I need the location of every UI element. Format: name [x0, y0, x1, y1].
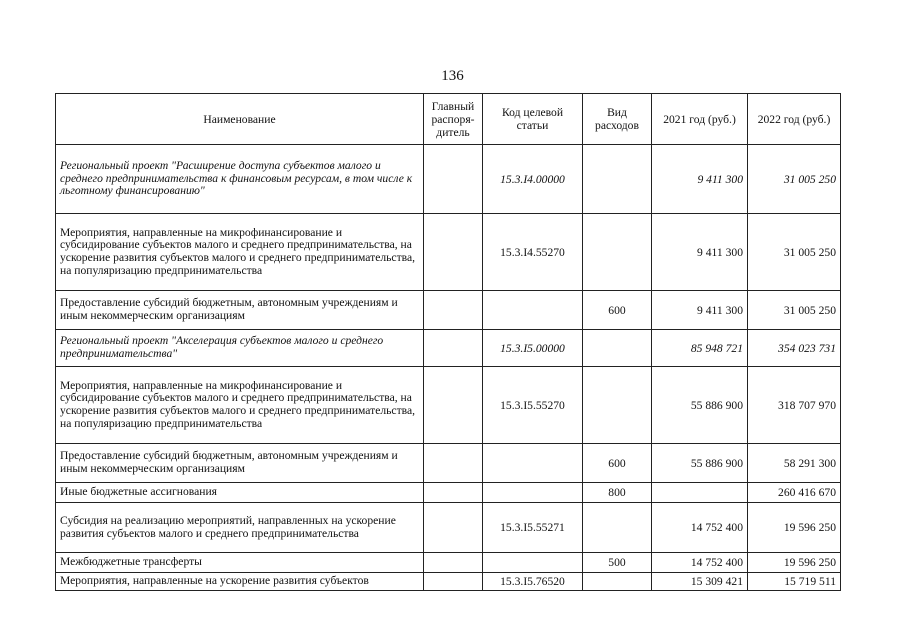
row-kind — [583, 145, 652, 214]
row-admin — [424, 553, 483, 573]
row-2021: 9 411 300 — [652, 291, 748, 330]
row-code: 15.3.I5.55270 — [483, 367, 583, 444]
row-kind: 600 — [583, 444, 652, 483]
row-2021: 14 752 400 — [652, 553, 748, 573]
row-kind: 500 — [583, 553, 652, 573]
row-code — [483, 444, 583, 483]
row-2021: 9 411 300 — [652, 214, 748, 291]
row-name: Субсидия на реализацию мероприятий, направленных на ускорение развития субъектов малого и среднего предпринимательства — [56, 503, 424, 553]
table-row — [56, 291, 841, 330]
row-kind — [583, 367, 652, 444]
table-row — [56, 330, 841, 367]
row-2022: 19 596 250 — [748, 553, 841, 573]
row-name: Мероприятия, направленные на микрофинансирование и субсидирование субъектов малого и среднего предпринимательства, на ускорение развития субъектов малого и среднего предпринимательства, на популяризацию предпринимательства — [56, 214, 424, 291]
row-admin — [424, 573, 483, 591]
row-name: Предоставление субсидий бюджетным, автономным учреждениям и иным некоммерческим организациям — [56, 291, 424, 330]
row-admin — [424, 291, 483, 330]
row-name: Региональный проект "Расширение доступа субъектов малого и среднего предпринимательства к финансовым ресурсам, в том числе к льготному финансированию" — [56, 145, 424, 214]
row-name: Межбюджетные трансферты — [56, 553, 424, 573]
page-number: 136 — [441, 68, 464, 84]
row-name: Региональный проект "Акселерация субъектов малого и среднего предпринимательства" — [56, 330, 424, 367]
table-row — [56, 573, 841, 591]
header-2022: 2022 год (руб.) — [748, 94, 841, 145]
row-kind: 600 — [583, 291, 652, 330]
row-2021: 14 752 400 — [652, 503, 748, 553]
row-2021: 55 886 900 — [652, 444, 748, 483]
row-kind — [583, 573, 652, 591]
row-kind — [583, 214, 652, 291]
row-name: Иные бюджетные ассигнования — [56, 483, 424, 503]
header-2021: 2021 год (руб.) — [652, 94, 748, 145]
row-2022: 354 023 731 — [748, 330, 841, 367]
row-2022: 31 005 250 — [748, 214, 841, 291]
row-admin — [424, 214, 483, 291]
row-2021: 85 948 721 — [652, 330, 748, 367]
row-code: 15.3.I5.55271 — [483, 503, 583, 553]
row-code: 15.3.I4.55270 — [483, 214, 583, 291]
row-2021 — [652, 483, 748, 503]
header-admin: Главный распоря-дитель — [424, 94, 483, 145]
row-admin — [424, 503, 483, 553]
row-2022: 58 291 300 — [748, 444, 841, 483]
row-2022: 31 005 250 — [748, 145, 841, 214]
row-2022: 318 707 970 — [748, 367, 841, 444]
row-code — [483, 291, 583, 330]
row-2022: 19 596 250 — [748, 503, 841, 553]
row-code: 15.3.I5.00000 — [483, 330, 583, 367]
row-code: 15.3.I4.00000 — [483, 145, 583, 214]
row-admin — [424, 145, 483, 214]
row-kind — [583, 330, 652, 367]
row-name: Мероприятия, направленные на микрофинансирование и субсидирование субъектов малого и среднего предпринимательства, на ускорение развития субъектов малого и среднего предпринимательства, на популяризацию предпринимательства — [56, 367, 424, 444]
row-code — [483, 483, 583, 503]
row-name: Мероприятия, направленные на ускорение развития субъектов — [56, 573, 424, 591]
row-kind — [583, 503, 652, 553]
table-row — [56, 444, 841, 483]
row-2022: 15 719 511 — [748, 573, 841, 591]
row-admin — [424, 330, 483, 367]
row-2021: 15 309 421 — [652, 573, 748, 591]
header-code: Код целевой статьи — [483, 94, 583, 145]
table-row — [56, 214, 841, 291]
row-code — [483, 553, 583, 573]
budget-table — [55, 93, 841, 591]
row-admin — [424, 367, 483, 444]
table-header-row — [56, 94, 841, 145]
row-2022: 260 416 670 — [748, 483, 841, 503]
row-name: Предоставление субсидий бюджетным, автономным учреждениям и иным некоммерческим организациям — [56, 444, 424, 483]
table-row — [56, 145, 841, 214]
table-row — [56, 553, 841, 573]
row-2021: 9 411 300 — [652, 145, 748, 214]
header-name: Наименование — [56, 94, 424, 145]
table-row — [56, 367, 841, 444]
row-2022: 31 005 250 — [748, 291, 841, 330]
row-admin — [424, 444, 483, 483]
header-kind: Вид расходов — [583, 94, 652, 145]
row-2021: 55 886 900 — [652, 367, 748, 444]
row-code: 15.3.I5.76520 — [483, 573, 583, 591]
row-kind: 800 — [583, 483, 652, 503]
table-row — [56, 503, 841, 553]
table-row — [56, 483, 841, 503]
row-admin — [424, 483, 483, 503]
